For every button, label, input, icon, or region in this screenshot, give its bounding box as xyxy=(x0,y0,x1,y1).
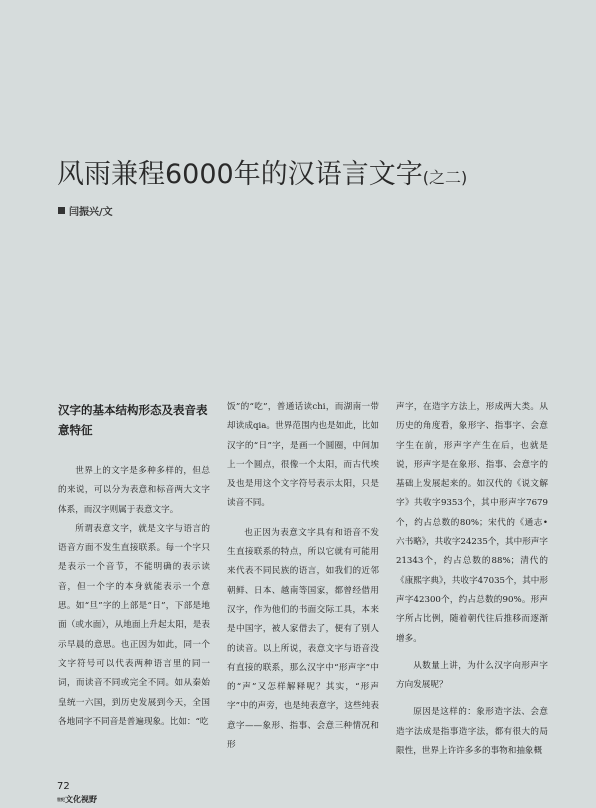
paragraph-continued: 声字，在造字方法上，形成两大类。从历史的角度看，象形字、指事字、会意字生在前，形声字产生在后，也就是说，形声字是在象形、指事、会意字的基础上发展起来的。如汉代的《说文解字》共收字9353个，其中形声字7679个，约占总数的80%；宋代的《通志•六书略》，共收字24235个，其中形声字21343个，约占总数的88%；清代的《康熙字典》，共收字47035个，其中形声字42300个，约占总数的90%。形声字所占比例，随着朝代往后推移而逐渐增多。 xyxy=(396,402,548,644)
section-heading: 汉字的基本结构形态及表音表意特征 xyxy=(58,403,208,437)
text-column-3 xyxy=(396,398,548,761)
square-bullet-icon xyxy=(58,207,65,214)
page-number: 72 xyxy=(57,781,70,792)
logo-small-text: 世纪 xyxy=(57,796,65,802)
logo-text: 文化视野 xyxy=(65,795,97,804)
magazine-logo xyxy=(57,794,97,805)
paragraph: 从数量上讲，为什么汉字向形声字方向发展呢？ xyxy=(396,660,548,691)
paragraph-continued: 饭”的“吃”，普通话读chi，而湖南一带却读成qia。世界范围内也是如此，比如汉字的“日”字，是画一个圆圈，中间加上一个圆点，很像一个太阳，而古代埃及也是用这个文字符号表示太阳，只是读音不同。 xyxy=(227,402,379,509)
article-title xyxy=(57,152,467,191)
byline xyxy=(58,203,113,218)
text-column-1 xyxy=(58,400,210,732)
byline-text: 闫振兴/文 xyxy=(69,207,113,218)
paragraph: 世界上的文字是多种多样的，但总的来说，可以分为表意和标音两大文字体系，而汉字则属于表意文字。 xyxy=(58,466,210,515)
article-title-suffix: (之二) xyxy=(422,168,468,187)
paragraph: 也正因为表意文字具有和语音不发生直接联系的特点，所以它就有可能用来代表不同民族的语言，如我们的近邻朝鲜、日本、越南等国家，都曾经借用汉字，作为他们的书面交际工具，本来是中国字，被人家借去了，便有了别人的读音。以上所说，表意文字与语音没有直接的联系，那么汉字中“形声字”中的“声”又怎样解释呢？其实，“形声字”中的声旁，也是纯表意字，这些纯表意字——象形、指事、会意三种情况和形 xyxy=(227,527,379,751)
paragraph: 原因是这样的：象形造字法、会意造字法成是指事造字法，都有很大的局限性，世界上许许多多的事物和抽象概 xyxy=(396,707,548,757)
paragraph: 所谓表意文字，就是文字与语言的语音方面不发生直接联系。每一个字只是表示一个音节，不能明确的表示读音，但一个字的本身就能表示一个意思。如“旦”字的上部是“日”，下部是地面（或水面），从地面上升起太阳，是表示早晨的意思。也正因为如此，同一个文字符号可以代表两种语言里的同一词，而读音不同或完全不同。如从秦始皇统一六国，到历史发展到今天，全国各地同字不同音是普遍现象。比如：“吃 xyxy=(58,523,210,727)
article-title-main: 风雨兼程6000年的汉语言文字 xyxy=(57,159,423,190)
text-column-2 xyxy=(227,398,379,755)
